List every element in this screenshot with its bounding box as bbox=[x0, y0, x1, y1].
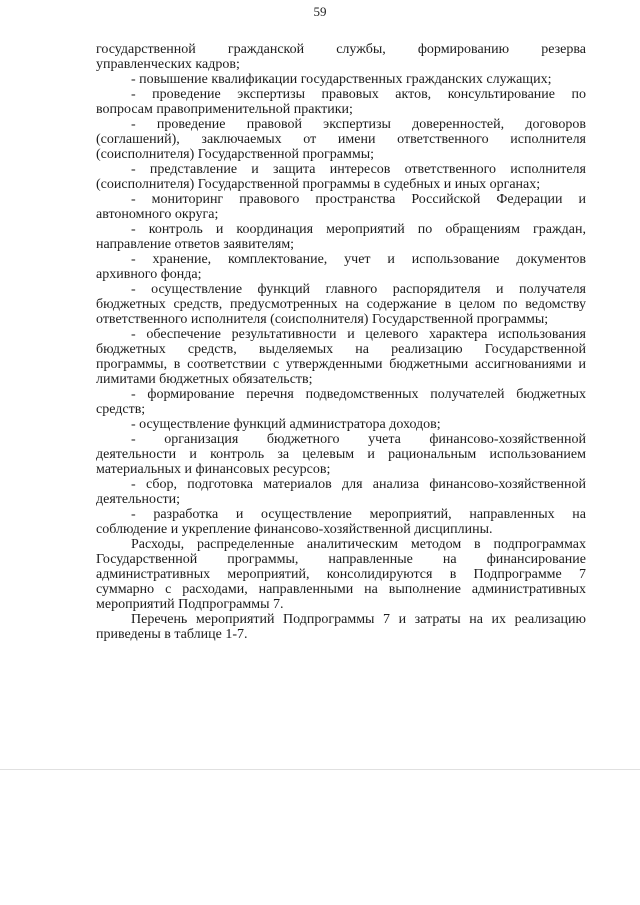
text-line: деятельности; bbox=[96, 492, 181, 507]
text-line: (соглашений), заключаемых от имени ответственного исполнителя bbox=[96, 132, 586, 147]
text-line: архивного фонда; bbox=[96, 267, 202, 282]
paragraph bbox=[96, 417, 586, 432]
text-line: - формирование перечня подведомственных получателей бюджетных bbox=[131, 387, 586, 402]
paragraph bbox=[96, 477, 586, 507]
paragraph bbox=[96, 432, 586, 477]
text-line: автономного округа; bbox=[96, 207, 219, 222]
paragraph bbox=[96, 537, 586, 612]
text-line: материальных и финансовых ресурсов; bbox=[96, 462, 331, 477]
text-line: - проведение экспертизы правовых актов, консультирование по bbox=[131, 87, 586, 102]
text-line: средств; bbox=[96, 402, 146, 417]
text-line: Расходы, распределенные аналитическим методом в подпрограммах bbox=[131, 537, 586, 552]
text-line: (соисполнителя) Государственной программы; bbox=[96, 147, 374, 162]
text-line: Перечень мероприятий Подпрограммы 7 и затраты на их реализацию bbox=[131, 612, 586, 627]
text-line: - представление и защита интересов ответственного исполнителя bbox=[131, 162, 586, 177]
scan-edge bbox=[0, 769, 640, 770]
text-line: - повышение квалификации государственных гражданских служащих; bbox=[131, 72, 552, 87]
paragraph bbox=[96, 72, 586, 87]
text-line: - проведение правовой экспертизы доверенностей, договоров bbox=[131, 117, 586, 132]
paragraph bbox=[96, 612, 586, 642]
paragraph bbox=[96, 192, 586, 222]
text-line: бюджетных средств, выделяемых на реализацию Государственной bbox=[96, 342, 586, 357]
text-line: - контроль и координация мероприятий по обращениям граждан, bbox=[131, 222, 586, 237]
text-line: - мониторинг правового пространства Российской Федерации и bbox=[131, 192, 586, 207]
text-line: - хранение, комплектование, учет и использование документов bbox=[131, 252, 586, 267]
text-line: приведены в таблице 1-7. bbox=[96, 627, 248, 642]
paragraph bbox=[96, 222, 586, 252]
paragraph bbox=[96, 117, 586, 162]
body-text bbox=[96, 42, 586, 642]
text-line: - организация бюджетного учета финансово-хозяйственной bbox=[131, 432, 586, 447]
paragraph bbox=[96, 42, 586, 72]
paragraph bbox=[96, 162, 586, 192]
paragraph bbox=[96, 252, 586, 282]
paragraph bbox=[96, 387, 586, 417]
text-line: - осуществление функций главного распорядителя и получателя bbox=[131, 282, 586, 297]
text-line: - обеспечение результативности и целевого характера использования bbox=[131, 327, 586, 342]
text-line: суммарно с расходами, направленными на выполнение административных bbox=[96, 582, 586, 597]
text-line: административных мероприятий, консолидируются в Подпрограмме 7 bbox=[96, 567, 586, 582]
text-line: государственной гражданской службы, формированию резерва bbox=[96, 42, 586, 57]
text-line: программы, в соответствии с утвержденными бюджетными ассигнованиями и bbox=[96, 357, 586, 372]
text-line: лимитами бюджетных обязательств; bbox=[96, 372, 313, 387]
text-line: направление ответов заявителям; bbox=[96, 237, 295, 252]
page-number: 59 bbox=[313, 4, 327, 19]
paragraph bbox=[96, 87, 586, 117]
text-line: - сбор, подготовка материалов для анализа финансово-хозяйственной bbox=[131, 477, 586, 492]
text-line: ответственного исполнителя (соисполнителя) Государственной программы; bbox=[96, 312, 549, 327]
text-line: деятельности и контроль за целевым и рациональным использованием bbox=[96, 447, 586, 462]
text-line: мероприятий Подпрограммы 7. bbox=[96, 597, 284, 612]
text-line: соблюдение и укрепление финансово-хозяйственной дисциплины. bbox=[96, 522, 493, 537]
text-line: управленческих кадров; bbox=[96, 57, 240, 72]
paragraph bbox=[96, 282, 586, 327]
text-line: бюджетных средств, предусмотренных на содержание в целом по ведомству bbox=[96, 297, 586, 312]
paragraph bbox=[96, 507, 586, 537]
text-line: (соисполнителя) Государственной программы в судебных и иных органах; bbox=[96, 177, 541, 192]
text-line: - осуществление функций администратора доходов; bbox=[131, 417, 441, 432]
text-line: - разработка и осуществление мероприятий, направленных на bbox=[131, 507, 586, 522]
text-line: Государственной программы, направленные на финансирование bbox=[96, 552, 586, 567]
paragraph bbox=[96, 327, 586, 387]
text-line: вопросам правоприменительной практики; bbox=[96, 102, 353, 117]
